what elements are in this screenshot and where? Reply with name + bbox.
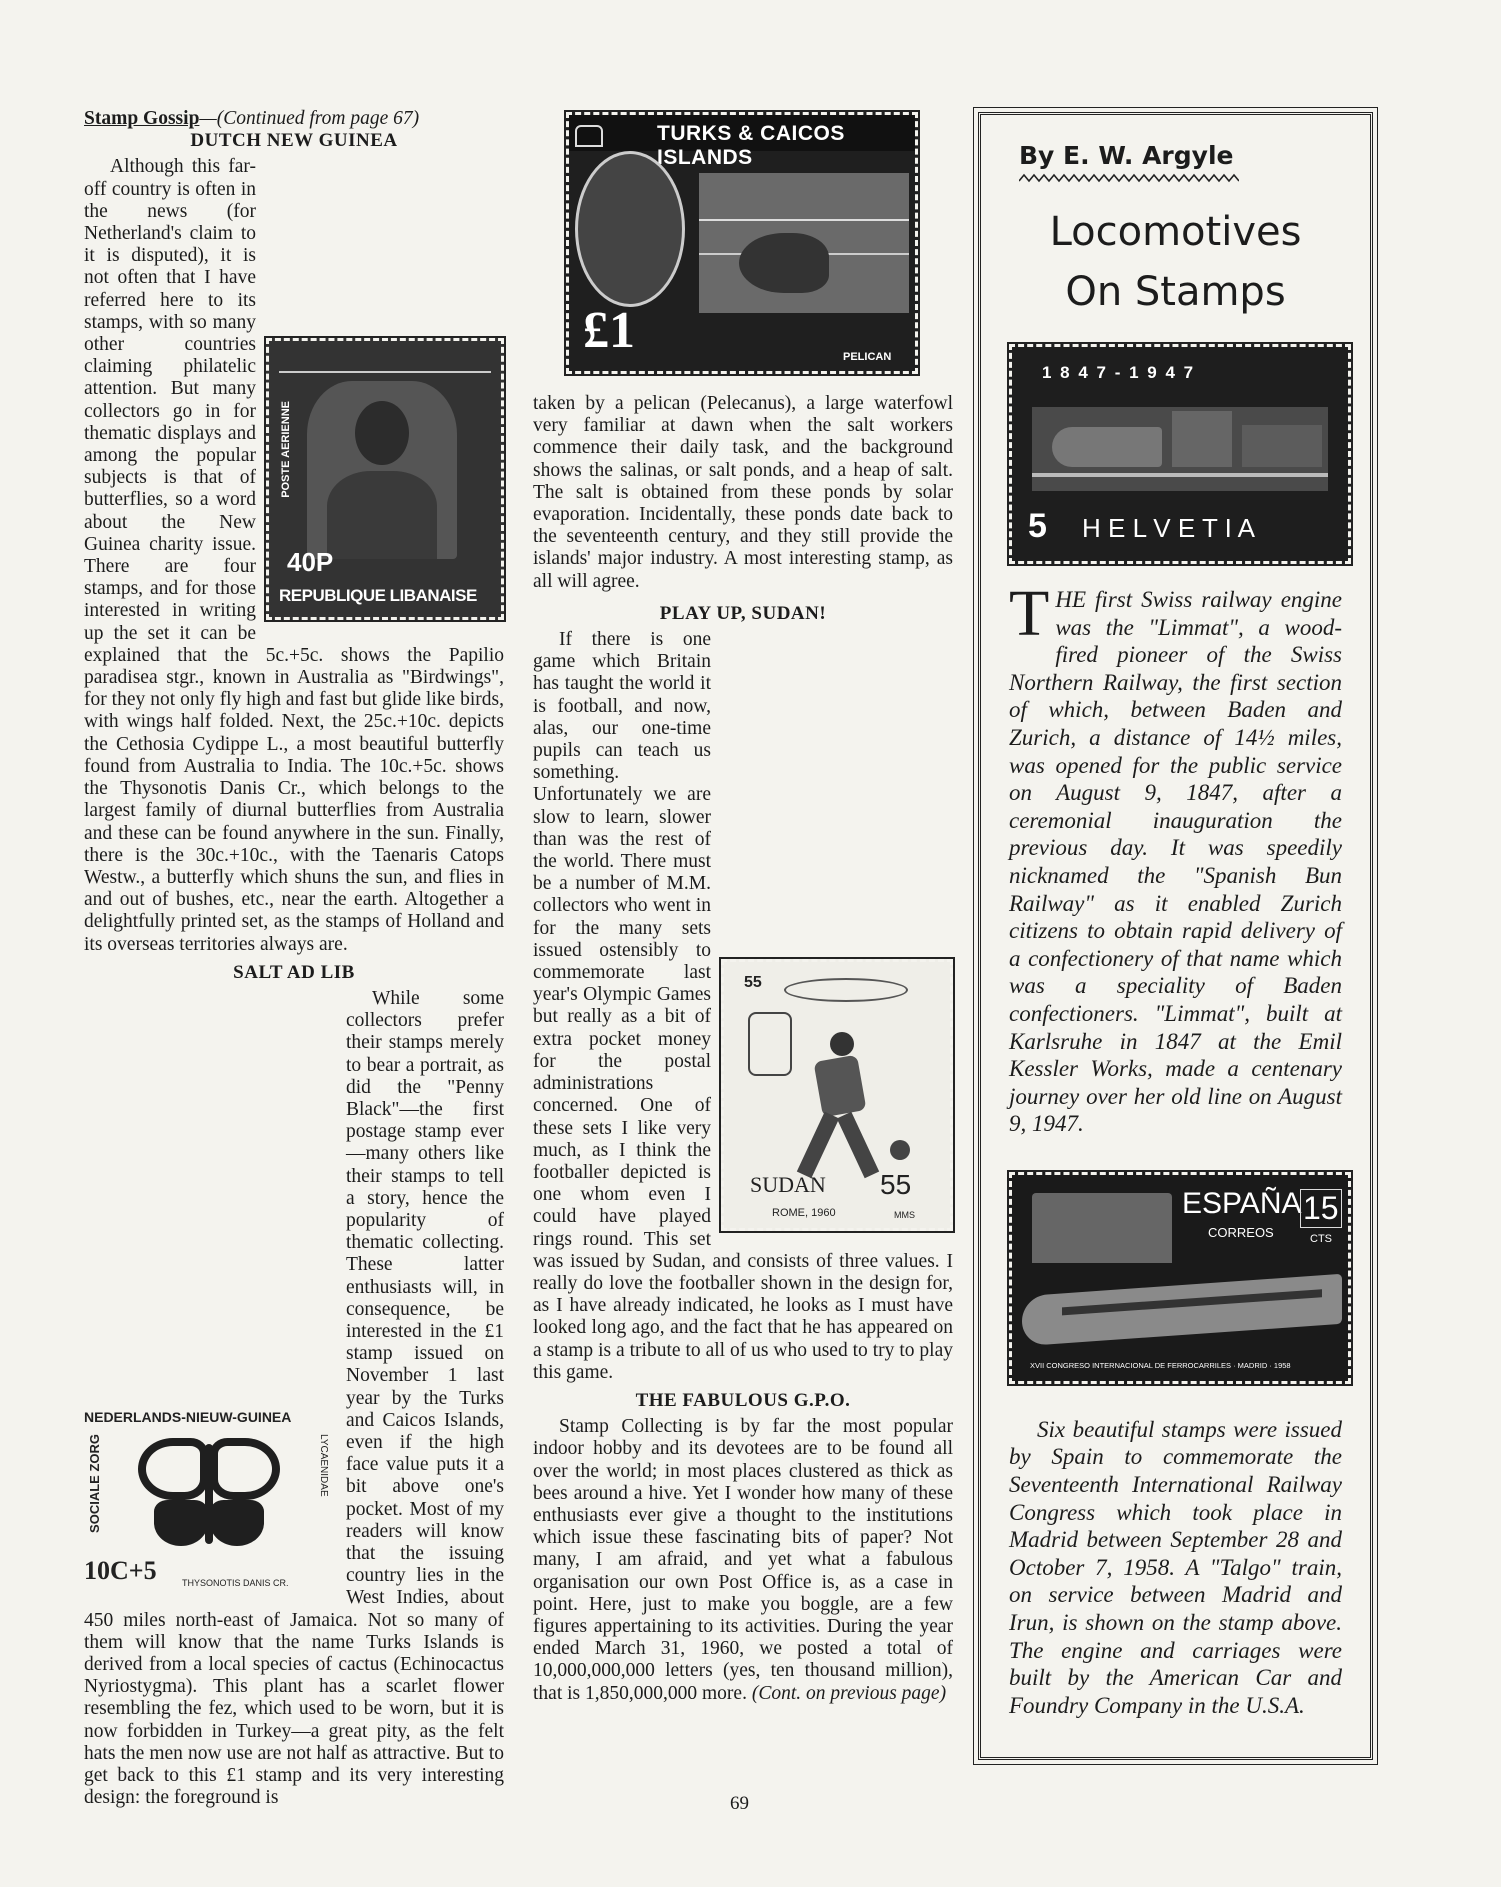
column-header-continued: —(Continued from page 67): [199, 108, 420, 129]
section-title-fabulous-gpo: THE FABULOUS G.P.O.: [635, 1389, 851, 1411]
sudan-stamp-image: [721, 959, 953, 1231]
section-title-play-up-sudan: PLAY UP, SUDAN!: [659, 602, 827, 624]
dutch-stamp-caption: THYSONOTIS DANIS CR.: [182, 1577, 289, 1588]
football-icon: [890, 1140, 910, 1160]
section-title-salt-ad-lib: SALT AD LIB: [233, 961, 355, 983]
spain-stamp-value: 15: [1300, 1189, 1342, 1228]
queen-portrait: [575, 151, 685, 307]
spain-stamp-caption: XVII CONGRESO INTERNACIONAL DE FERROCARRILES · MADRID · 1958: [1030, 1360, 1291, 1370]
dutch-new-guinea-paragraph: Although this far-off country is often in the news (for Netherland's claim to it is disputed), it is not often that I have referred here to its stamps, with so many other countries claiming philatelic attention. But many collectors go in for thematic displays and among the popular subjects is that of butterflies, so a word about the New Guinea charity issue. There are four stamps, and for those interested in writing up the set it can be explained that the 5c.+5c. shows the Papilio paradisea stgr., known in Australia as "Birdwings", for they not only fly high and fast but glide like birds, with wings half folded. Next, the 25c.+10c. depicts the Cethosia Cydippe L., a most beautiful butterfly found from Australia to India. The 10c.+5c. shows the Thysonotis Danis Cr., which belongs to the largest family of diurnal butterflies from Australia and these can be found anywhere in the sun. Finally, there is the 30c.+10c., with the Taenaris Catops Westw., a butterfly which shuns the sun, and flies in and out of bushes, etc., near the earth. Altogether a delightfully printed set, as the stamps of Holland and its overseas territories always are.: [84, 156, 504, 955]
crown-icon: [575, 125, 603, 147]
dutch-stamp-side-left: SOCIALE ZORG: [87, 1433, 102, 1533]
steam-locomotive-icon: [1032, 407, 1328, 491]
column-1: [84, 108, 504, 1809]
swiss-stamp-country: H E L V E T I A: [1082, 513, 1255, 543]
spain-train-stamp-image: [1009, 1172, 1351, 1384]
talgo-train-icon: [1022, 1274, 1342, 1346]
sidebar-title-line-2: On Stamps: [1065, 269, 1286, 315]
president-portrait: [307, 381, 457, 559]
lebanon-stamp-value: 40P: [287, 547, 334, 578]
drop-cap: T: [1009, 577, 1050, 650]
column-header: [84, 108, 504, 130]
sudan-stamp-country: SUDAN: [750, 1172, 826, 1198]
swiss-stamp-years: 1 8 4 7 - 1 9 4 7: [1042, 363, 1196, 382]
salt-ad-lib-paragraph: While some collectors prefer their stamps merely to bear a portrait, as did the "Penny Black"—the first postage stamp ever—many others like their stamps to tell a story, hence the popularity of thematic collecting. These latter enthusiasts will, in consequence, be interested in the £1 stamp issued on November 1 last year by the Turks and Caicos Islands, even if the high face value puts it a bit above one's pocket. Most of my readers will know that the issuing country lies in the West Indies, about 450 miles north-east of Jamaica. Not so many of them will know that the name Turks Islands is derived from a local species of cactus (Echinocactus Nyriostygma). This plant has a scarlet flower resembling the fez, which used to be worn, but it is now forbidden in Turkey—a great pity, as the felt hats the men now use are not half as attractive. But to get back to this £1 stamp and its very interesting design: the foreground is: [84, 987, 504, 1809]
section-title-dutch-new-guinea: DUTCH NEW GUINEA: [190, 130, 398, 152]
page-number: 69: [730, 1793, 749, 1814]
spain-stamp-country: ESPAÑA: [1182, 1186, 1302, 1220]
turks-stamp-value: £1: [583, 302, 635, 359]
play-up-sudan-paragraph: If there is one game which Britain has taught the world it is football, and now, alas, our one-time pupils can teach us something. Unfortunately we are slow to learn, slower than was the rest of the world. There must be a number of M.M. collectors who went in for the many sets issued ostensibly to commemorate last year's Olympic Games but really as a bit of extra pocket money for the postal administrations concerned. One of these sets I like very much, as I think the footballer depicted is one whom even I could have played rings round. This set was issued by Sudan, and consists of three values. I really do love the footballer shown in the design for, as I have already indicated, he looks as I must have looked long ago, and the fact that he has appeared on a stamp is a tribute to all of us who used to try to play this game.: [533, 629, 953, 1383]
turks-stamp-country: TURKS & CAICOS ISLANDS: [657, 122, 845, 169]
dutch-stamp-country: NEDERLANDS-NIEUW-GUINEA: [84, 1408, 292, 1425]
olympic-rings-icon: [784, 978, 908, 1002]
spain-stamp-unit: CTS: [1310, 1232, 1332, 1245]
turks-stamp-caption: PELICAN: [843, 351, 892, 363]
lebanon-stamp-image: [266, 338, 504, 620]
dutch-new-guinea-stamp-image: [84, 1404, 336, 1590]
column-2: [533, 393, 953, 1705]
emblem-icon: [748, 1012, 792, 1076]
pelican-icon: [739, 233, 829, 293]
spain-stamp-sub: CORREOS: [1208, 1224, 1274, 1240]
butterfly-icon: [134, 1434, 284, 1552]
swiss-locomotive-stamp-image: [1009, 344, 1351, 564]
fabulous-gpo-text: Stamp Collecting is by far the most popular indoor hobby and its devotees are to be found all over the world; in most places clustered as thick as bees around a hive. Yet I wonder how many of these enthusiasts ever give a thought to the institutions which issue these fascinating bits of paper? Not many, I am afraid, and yet what a fabulous organisation our own Post Office is, as a case in point. Here, just to make you boggle, are a few figures appertaining to its activities. During the year ended March 31, 1960, we posted a total of 10,000,000,000 letters (yes, ten thousand million), that is 1,850,000,000 more.: [533, 1416, 953, 1704]
swiss-stamp-value: 5: [1028, 507, 1047, 545]
turks-continued-paragraph: taken by a pelican (Pelecanus), a large waterfowl very familiar at dawn when the salt workers commence their daily task, and the background shows the salinas, or salt ponds, and a heap of salt. The salt is obtained from these ponds by solar evaporation. Incidentally, these ponds date back to the seventeenth century, and they still provide the islands' major industry. A most interesting stamp, as all will agree.: [533, 393, 953, 592]
sudan-stamp-caption: ROME, 1960: [772, 1207, 836, 1220]
column-header-title: Stamp Gossip: [84, 108, 200, 129]
dutch-stamp-value: 10C+5: [84, 1555, 157, 1585]
sudan-stamp-top-value: 55: [744, 974, 762, 992]
sudan-stamp-unit: MMS: [894, 1210, 915, 1221]
continued-on-previous-page: (Cont. on previous page): [751, 1682, 947, 1704]
sidebar-title: [1009, 202, 1342, 322]
footballer-figure: [804, 1032, 884, 1182]
locomotives-sidebar: [978, 112, 1373, 1760]
spain-stamps-paragraph: Six beautiful stamps were issued by Spain to commemorate the Seventeenth International Railway Congress which took place in Madrid between September 28 and October 7, 1958. A "Talgo" train, on service between Madrid and Irun, is shown on the stamp above. The engine and carriages were built by the American Car and Foundry Company in the U.S.A.: [1009, 1416, 1342, 1718]
dutch-stamp-side-right: LYCAENIDAE: [318, 1433, 329, 1497]
squiggle-divider: [1019, 173, 1239, 183]
lebanon-stamp-side: POSTE AERIENNE: [280, 401, 292, 499]
fabulous-gpo-paragraph: [533, 1416, 953, 1705]
monastery-icon: [1032, 1193, 1172, 1263]
turks-caicos-stamp-image: [566, 112, 918, 374]
lebanon-stamp-country: REPUBLIQUE LIBANAISE: [279, 586, 477, 606]
sidebar-title-line-1: Locomotives: [1049, 209, 1302, 255]
swiss-railway-text: [1009, 577, 1342, 1138]
swiss-railway-paragraph: HE first Swiss railway engine was the "Limmat", a wood-fired pioneer of the Swiss Northern Railway, the first section of which, between Baden and Zurich, a distance of 14½ miles, was opened for the public service on August 9, 1847, after a ceremonial inauguration the previous day. It was speedily nicknamed the "Spanish Bun Railway" as it enabled Zurich citizens to obtain rapid delivery of a confectionery of that name which was a speciality of Baden confectioners. "Limmat", built at Karlsruhe in 1847 at the Emil Kessler Works, made a centenary journey over her old line on August 9, 1947.: [1009, 587, 1342, 1137]
byline: By E. W. Argyle: [1019, 141, 1234, 170]
sudan-stamp-value: 55: [880, 1169, 912, 1201]
pelican-scene: [699, 173, 909, 313]
